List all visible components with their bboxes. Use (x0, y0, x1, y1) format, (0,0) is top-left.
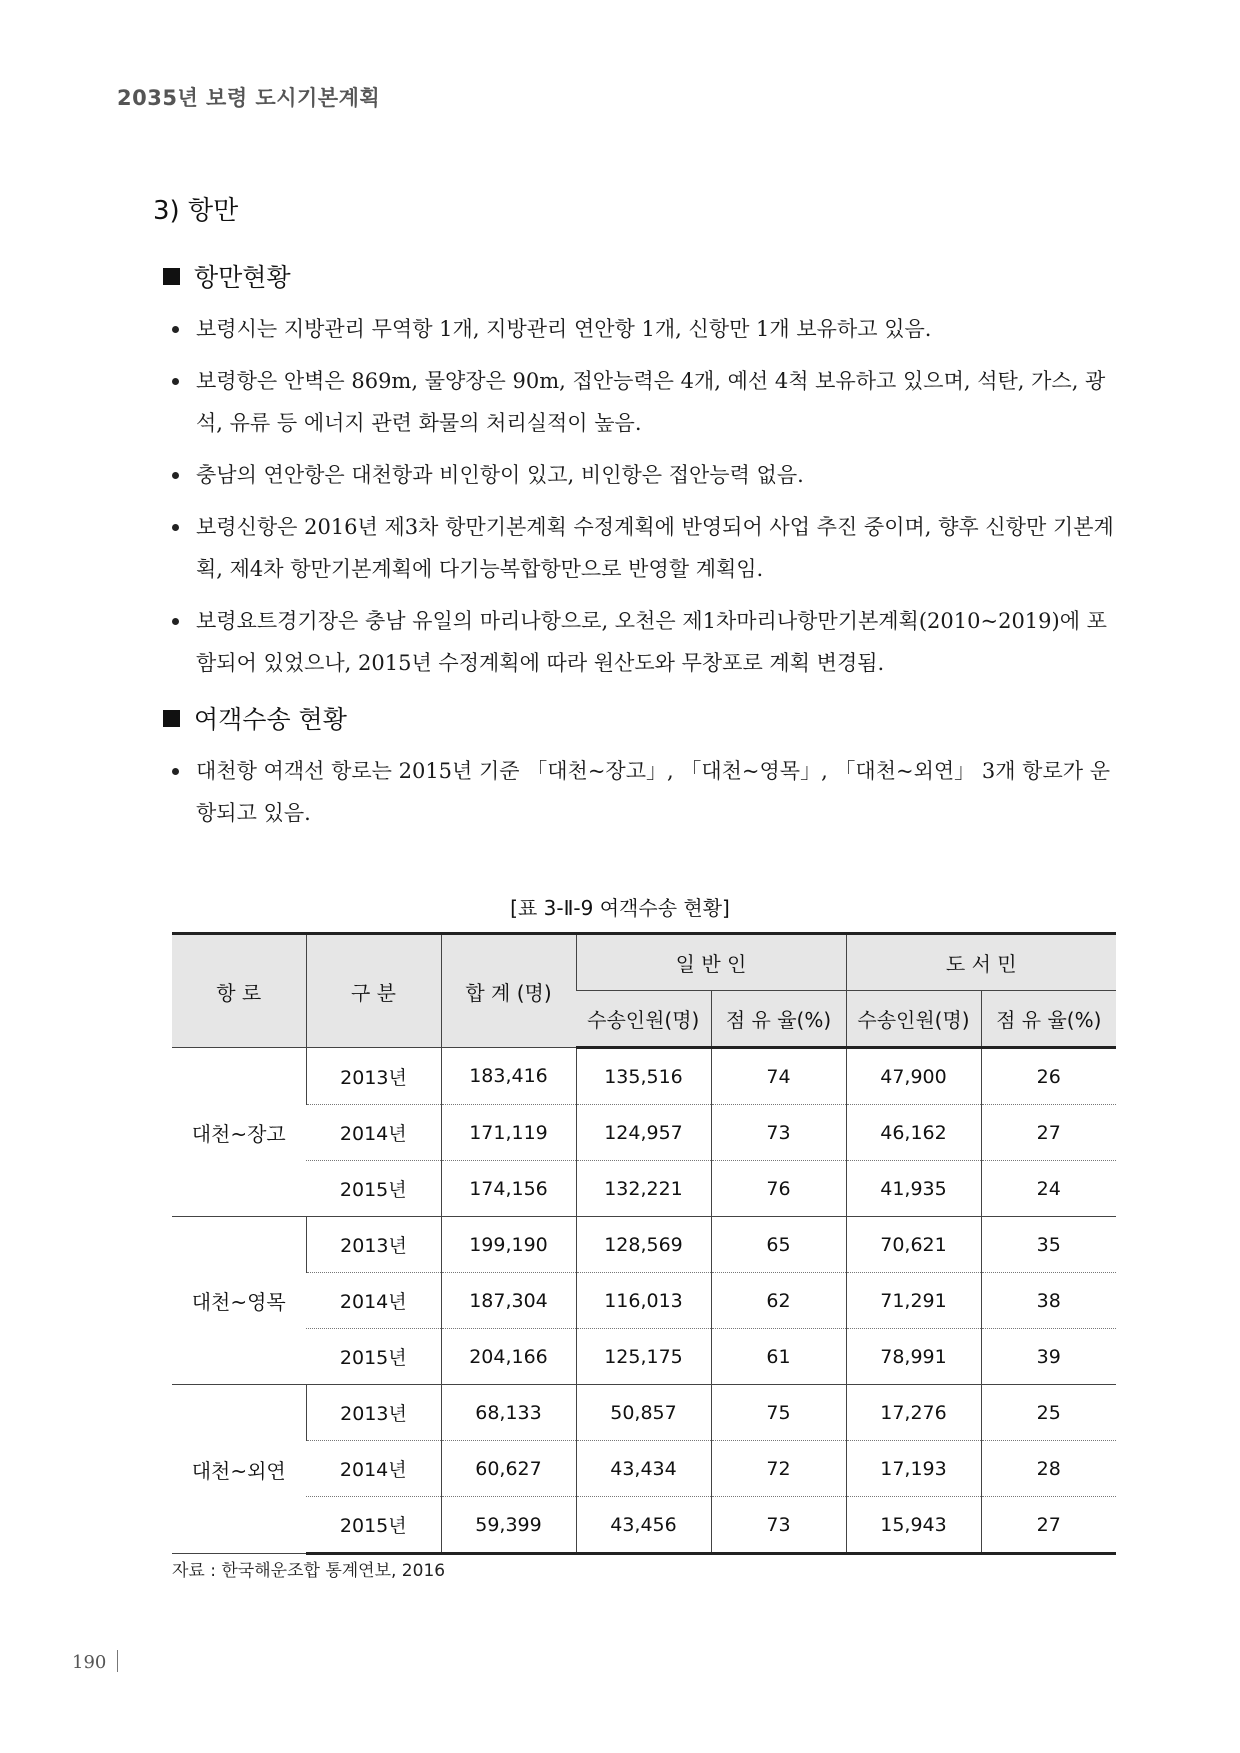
passenger-table (172, 932, 1116, 1555)
year-cell: 2015년 (306, 1497, 441, 1554)
table-row (172, 1048, 1116, 1105)
table-row (172, 1105, 1116, 1161)
table-row (172, 1441, 1116, 1497)
general-passengers-cell: 43,434 (576, 1441, 711, 1497)
header-general: 일 반 인 (576, 934, 846, 991)
route-cell: 대천~외연 (172, 1385, 306, 1554)
harbor-bullet-list (172, 308, 1127, 694)
year-cell: 2014년 (306, 1441, 441, 1497)
year-cell: 2014년 (306, 1105, 441, 1161)
year-cell: 2013년 (306, 1385, 441, 1441)
bullet-item: 충남의 연안항은 대천항과 비인항이 있고, 비인항은 접안능력 없음. (172, 454, 1127, 496)
islanders-passengers-cell: 78,991 (846, 1329, 981, 1385)
islanders-passengers-cell: 47,900 (846, 1048, 981, 1105)
islanders-passengers-cell: 41,935 (846, 1161, 981, 1217)
table-source-note: 자료 : 한국해운조합 통계연보, 2016 (172, 1561, 446, 1581)
year-cell: 2013년 (306, 1217, 441, 1273)
general-share-cell: 74 (711, 1048, 846, 1105)
subsection-heading-text: 여객수송 현황 (194, 705, 347, 734)
general-share-cell: 76 (711, 1161, 846, 1217)
total-cell: 187,304 (441, 1273, 576, 1329)
subsection-heading-passenger (163, 700, 347, 736)
header-route: 항 로 (172, 934, 306, 1048)
route-cell: 대천~장고 (172, 1048, 306, 1217)
subsection-heading-harbor (163, 258, 291, 294)
total-cell: 204,166 (441, 1329, 576, 1385)
bullet-item: 보령항은 안벽은 869m, 물양장은 90m, 접안능력은 4개, 예선 4척 보유하고 있으며, 석탄, 가스, 광석, 유류 등 에너지 관련 화물의 처리실적이 높음. (172, 360, 1127, 444)
general-share-cell: 75 (711, 1385, 846, 1441)
general-passengers-cell: 128,569 (576, 1217, 711, 1273)
header-general-passengers: 수송인원(명) (576, 991, 711, 1048)
general-share-cell: 65 (711, 1217, 846, 1273)
table-row (172, 1161, 1116, 1217)
year-cell: 2015년 (306, 1329, 441, 1385)
general-share-cell: 72 (711, 1441, 846, 1497)
islanders-passengers-cell: 46,162 (846, 1105, 981, 1161)
year-cell: 2015년 (306, 1161, 441, 1217)
general-share-cell: 73 (711, 1497, 846, 1554)
table-row (172, 1329, 1116, 1385)
year-cell: 2013년 (306, 1048, 441, 1105)
table-row (172, 1385, 1116, 1441)
header-islanders-passengers: 수송인원(명) (846, 991, 981, 1048)
page-number-divider (117, 1650, 118, 1672)
islanders-passengers-cell: 70,621 (846, 1217, 981, 1273)
islanders-share-cell: 24 (981, 1161, 1116, 1217)
header-category: 구 분 (306, 934, 441, 1048)
general-passengers-cell: 116,013 (576, 1273, 711, 1329)
header-islanders: 도 서 민 (846, 934, 1116, 991)
general-share-cell: 62 (711, 1273, 846, 1329)
total-cell: 174,156 (441, 1161, 576, 1217)
general-passengers-cell: 43,456 (576, 1497, 711, 1554)
general-passengers-cell: 132,221 (576, 1161, 711, 1217)
islanders-share-cell: 38 (981, 1273, 1116, 1329)
islanders-share-cell: 26 (981, 1048, 1116, 1105)
islanders-passengers-cell: 17,193 (846, 1441, 981, 1497)
table-row (172, 1217, 1116, 1273)
table-row (172, 1497, 1116, 1554)
bullet-item: 보령요트경기장은 충남 유일의 마리나항으로, 오천은 제1차마리나항만기본계획(2010~2019)에 포함되어 있었으나, 2015년 수정계획에 따라 원산도와 무창포로 계획 변경됨. (172, 600, 1127, 684)
subsection-heading-text: 항만현황 (194, 263, 291, 292)
header-islanders-share: 점 유 율(%) (981, 991, 1116, 1048)
header-general-share: 점 유 율(%) (711, 991, 846, 1048)
total-cell: 183,416 (441, 1048, 576, 1105)
table-row (172, 1273, 1116, 1329)
islanders-share-cell: 35 (981, 1217, 1116, 1273)
islanders-share-cell: 27 (981, 1105, 1116, 1161)
general-passengers-cell: 125,175 (576, 1329, 711, 1385)
islanders-share-cell: 39 (981, 1329, 1116, 1385)
islanders-passengers-cell: 15,943 (846, 1497, 981, 1554)
islanders-share-cell: 28 (981, 1441, 1116, 1497)
general-passengers-cell: 50,857 (576, 1385, 711, 1441)
general-share-cell: 61 (711, 1329, 846, 1385)
bullet-item: 보령시는 지방관리 무역항 1개, 지방관리 연안항 1개, 신항만 1개 보유하고 있음. (172, 308, 1127, 350)
bullet-item: 보령신항은 2016년 제3차 항만기본계획 수정계획에 반영되어 사업 추진 중이며, 향후 신항만 기본계획, 제4차 항만기본계획에 다기능복합항만으로 반영할 계획임. (172, 506, 1127, 590)
islanders-passengers-cell: 17,276 (846, 1385, 981, 1441)
running-header: 2035년 보령 도시기본계획 (117, 86, 381, 110)
page-number: 190 (72, 1652, 107, 1673)
section-title: 3) 항만 (153, 196, 239, 226)
bullet-item: 대천항 여객선 항로는 2015년 기준 「대천~장고」, 「대천~영목」, 「대천~외연」 3개 항로가 운항되고 있음. (172, 750, 1127, 834)
total-cell: 60,627 (441, 1441, 576, 1497)
header-total: 합 계 (명) (441, 934, 576, 1048)
general-passengers-cell: 124,957 (576, 1105, 711, 1161)
islanders-share-cell: 25 (981, 1385, 1116, 1441)
total-cell: 59,399 (441, 1497, 576, 1554)
total-cell: 199,190 (441, 1217, 576, 1273)
square-bullet-icon (163, 268, 180, 285)
square-bullet-icon (163, 710, 180, 727)
route-cell: 대천~영목 (172, 1217, 306, 1385)
total-cell: 68,133 (441, 1385, 576, 1441)
year-cell: 2014년 (306, 1273, 441, 1329)
islanders-share-cell: 27 (981, 1497, 1116, 1554)
islanders-passengers-cell: 71,291 (846, 1273, 981, 1329)
general-passengers-cell: 135,516 (576, 1048, 711, 1105)
passenger-bullet-list (172, 750, 1127, 844)
total-cell: 171,119 (441, 1105, 576, 1161)
table-caption: [표 3-Ⅱ-9 여객수송 현황] (510, 896, 730, 920)
general-share-cell: 73 (711, 1105, 846, 1161)
